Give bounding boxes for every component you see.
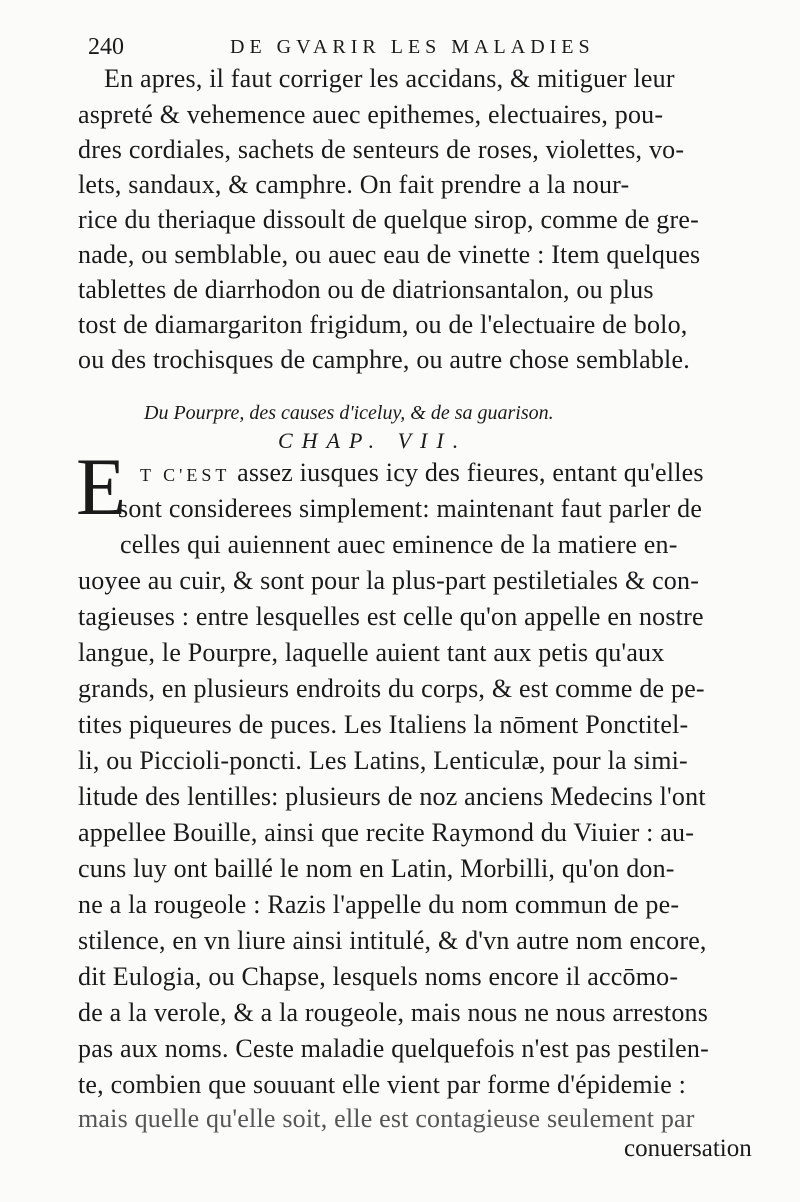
text-line: stilence, en vn liure ainsi intitulé, & d'vn autre nom encore,	[78, 926, 707, 955]
opening-line-rest: assez iusques icy des fieures, entant qu'elles	[230, 458, 704, 487]
text-line: tagieuses : entre lesquelles est celle qu'on appelle en nostre	[78, 602, 704, 631]
text-line: celles qui auiennent auec eminence de la matiere en-	[120, 530, 678, 559]
text-line: litude des lentilles: plusieurs de noz anciens Medecins l'ont	[78, 782, 706, 811]
text-line: langue, le Pourpre, laquelle auient tant aux petis qu'aux	[78, 638, 665, 667]
text-line: dres cordiales, sachets de senteurs de roses, violettes, vo-	[78, 135, 685, 164]
text-line: appellee Bouille, ainsi que recite Raymond du Viuier : au-	[78, 818, 695, 847]
text-line: cuns luy ont baillé le nom en Latin, Morbilli, qu'on don-	[78, 854, 675, 883]
text-line: pas aux noms. Ceste maladie quelquefois n'est pas pestilen-	[78, 1034, 709, 1063]
text-line: En apres, il faut corriger les accidans, & mitiguer leur	[104, 64, 675, 93]
text-line: te, combien que souuant elle vient par forme d'épidemie :	[78, 1070, 687, 1099]
text-line: aspreté & vehemence auec epithemes, electuaires, pou-	[78, 100, 664, 129]
text-line: mais quelle qu'elle soit, elle est contagieuse seulement par	[78, 1104, 695, 1133]
text-line: nade, ou semblable, ou auec eau de vinette : Item quelques	[78, 240, 701, 269]
text-line: ne a la rougeole : Razis l'appelle du nom commun de pe-	[78, 890, 680, 919]
text-line: uoyee au cuir, & sont pour la plus-part pestiletiales & con-	[78, 566, 700, 595]
chapter-caption: Du Pourpre, des causes d'iceluy, & de sa guarison.	[144, 402, 554, 424]
text-line: ou des trochisques de camphre, ou autre chose semblable.	[78, 345, 690, 374]
page-number: 240	[88, 34, 124, 60]
text-line: tost de diamargariton frigidum, ou de l'electuaire de bolo,	[78, 310, 688, 339]
running-head	[88, 30, 688, 64]
text-line: tites piqueures de puces. Les Italiens la nōment Ponctitel-	[78, 710, 689, 739]
text-line: li, ou Piccioli-poncti. Les Latins, Lenticulæ, pour la simi-	[78, 746, 688, 775]
catchword: conuersation	[624, 1135, 752, 1162]
text-line: grands, en plusieurs endroits du corps, & est comme de pe-	[78, 674, 705, 703]
text-line: tablettes de diarrhodon ou de diatrionsantalon, ou plus	[78, 275, 654, 304]
text-line: de a la verole, & a la rougeole, mais nous ne nous arrestons	[78, 998, 709, 1027]
text-line: rice du theriaque dissoult de quelque sirop, comme de gre-	[78, 205, 699, 234]
chapter-number: CHAP. VII.	[278, 428, 468, 453]
opening-line	[140, 456, 704, 492]
running-title: DE GVARIR LES MALADIES	[230, 36, 595, 58]
text-line: dit Eulogia, ou Chapse, lesquels noms encore il accōmo-	[78, 962, 679, 991]
text-line: lets, sandaux, & camphre. On fait prendre a la nour-	[78, 170, 630, 199]
text-line: sont considerees simplement: maintenant faut parler de	[118, 494, 703, 523]
drop-cap: E	[76, 441, 127, 532]
opening-small-caps: T C'EST	[140, 465, 231, 485]
